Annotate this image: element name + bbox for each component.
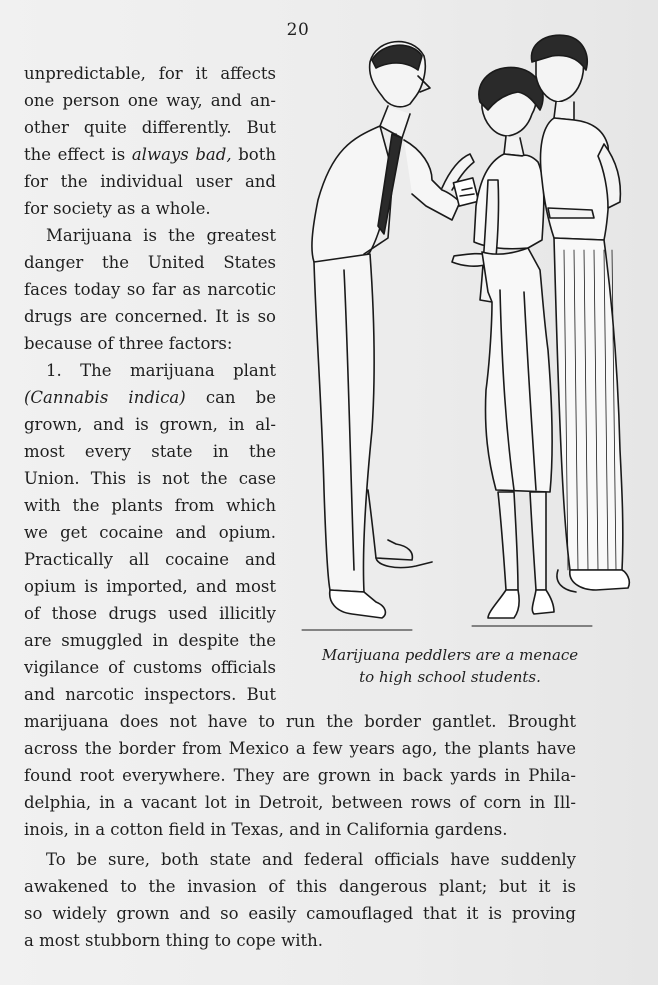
text-span: both: [238, 145, 276, 164]
text-line: Marijuana is the greatest: [46, 226, 276, 245]
text-line: with the plants from which: [24, 496, 276, 515]
text-line: drugs are concerned. It is so: [24, 307, 276, 326]
text-line: other quite differently. But: [24, 118, 276, 137]
text-line: To be sure, both state and federal officials have suddenly: [46, 850, 576, 869]
text-line: for the individual user and: [24, 172, 276, 191]
text-line: of those drugs used illicitly: [24, 604, 276, 623]
text-line: most every state in the: [24, 442, 276, 461]
text-line: [24, 141, 276, 168]
emphasis-text: always bad,: [131, 145, 232, 164]
text-line: a most stubborn thing to cope with.: [24, 931, 323, 950]
text-line: for society as a whole.: [24, 199, 211, 218]
text-line: marijuana does not have to run the border gantlet. Brought: [24, 712, 576, 731]
text-line: opium is imported, and most: [24, 577, 276, 596]
emphasis-text: (Cannabis indica): [24, 388, 186, 407]
text-line: awakened to the invasion of this dangerous plant; but it is: [24, 877, 576, 896]
text-line: danger the United States: [24, 253, 276, 272]
text-line: unpredictable, for it affects: [24, 64, 276, 83]
text-line: 1. The marijuana plant: [46, 361, 276, 380]
student-girl-figure: [452, 67, 554, 618]
text-line: [24, 384, 276, 411]
caption-line: to high school students.: [359, 668, 541, 686]
text-line: because of three factors:: [24, 334, 233, 353]
text-line: delphia, in a vacant lot in Detroit, between rows of corn in Ill-: [24, 793, 576, 812]
text-line: are smuggled in despite the: [24, 631, 276, 650]
caption-line: Marijuana peddlers are a menace: [321, 646, 579, 664]
text-line: inois, in a cotton field in Texas, and in California gardens.: [24, 820, 508, 839]
illustration-caption: [300, 644, 600, 688]
text-line: Union. This is not the case: [24, 469, 276, 488]
peddler-figure: [312, 42, 479, 618]
text-line: so widely grown and so easily camouflaged that it is proving: [24, 904, 576, 923]
text-span: can be: [205, 388, 276, 407]
text-span: the effect is: [24, 145, 126, 164]
text-line: and narcotic inspectors. But: [24, 685, 276, 704]
illustration-peddler-students: [292, 30, 652, 635]
text-line: found root everywhere. They are grown in back yards in Phila-: [24, 766, 576, 785]
page-number: 20: [286, 20, 310, 40]
text-line: grown, and is grown, in al-: [24, 415, 276, 434]
text-line: faces today so far as narcotic: [24, 280, 276, 299]
text-line: across the border from Mexico a few years ago, the plants have: [24, 739, 576, 758]
text-line: we get cocaine and opium.: [24, 523, 276, 542]
text-line: one person one way, and an-: [24, 91, 276, 110]
text-line: Practically all cocaine and: [24, 550, 276, 569]
text-line: vigilance of customs officials: [24, 658, 276, 677]
